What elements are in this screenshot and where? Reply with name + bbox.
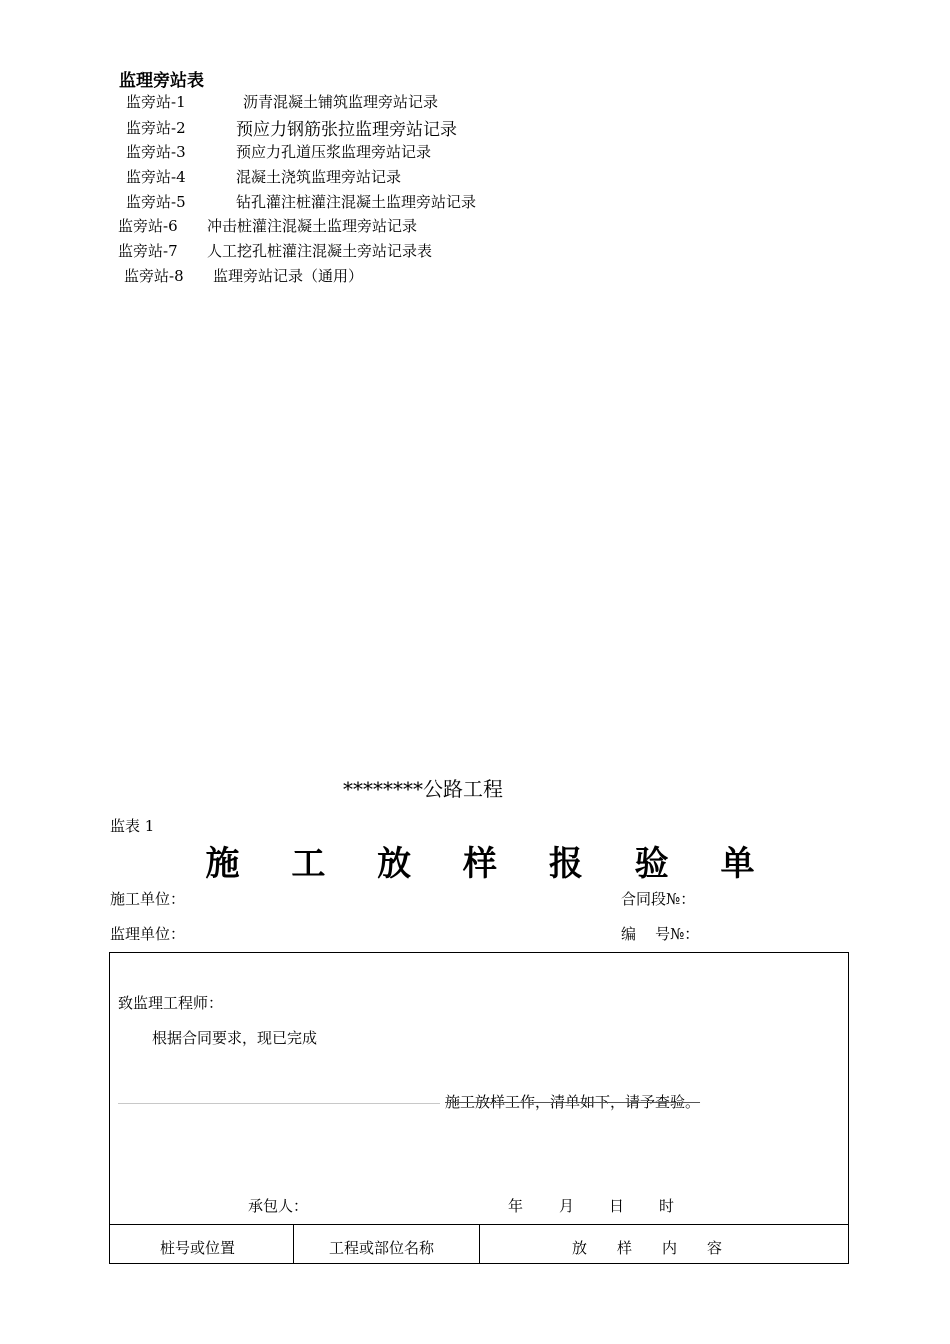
project-name: ********公路工程 bbox=[343, 777, 503, 801]
table-header-stake: 桩号或位置 bbox=[160, 1239, 236, 1257]
body-line-2: 施工放样工作，清单如下，请予查验。 bbox=[445, 1093, 701, 1111]
table-column-divider bbox=[479, 1224, 480, 1264]
table-header-part-name: 工程或部位名称 bbox=[329, 1239, 435, 1257]
date-month: 月 bbox=[559, 1197, 575, 1215]
toc-item-desc: 冲击桩灌注混凝土监理旁站记录 bbox=[207, 217, 418, 235]
contractor-label: 承包人： bbox=[248, 1197, 309, 1215]
toc-item-code: 监旁站-4 bbox=[126, 168, 186, 186]
toc-item-desc: 钻孔灌注桩灌注混凝土监理旁站记录 bbox=[236, 193, 477, 211]
toc-item-desc: 监理旁站记录（通用） bbox=[213, 267, 364, 285]
toc-item-desc: 预应力孔道压浆监理旁站记录 bbox=[236, 143, 432, 161]
date-year: 年 bbox=[508, 1197, 524, 1215]
toc-item-code: 监旁站-1 bbox=[126, 93, 186, 111]
addressee: 致监理工程师： bbox=[118, 994, 224, 1012]
table-header-layout-content: 放 样 内 容 bbox=[572, 1239, 723, 1257]
toc-item-code: 监旁站-5 bbox=[126, 193, 186, 211]
toc-item-desc: 人工挖孔桩灌注混凝土旁站记录表 bbox=[207, 242, 433, 260]
toc-item-desc: 混凝土浇筑监理旁站记录 bbox=[236, 168, 402, 186]
fill-in-blank[interactable] bbox=[118, 1103, 440, 1104]
toc-item-desc: 沥青混凝土铺筑监理旁站记录 bbox=[243, 93, 439, 111]
toc-item-code: 监旁站-2 bbox=[126, 119, 186, 137]
serial-number-label: 编 号№： bbox=[621, 925, 700, 943]
toc-item-desc: 预应力钢筋张拉监理旁站记录 bbox=[236, 120, 457, 140]
toc-item-code: 监旁站-7 bbox=[118, 242, 178, 260]
toc-title: 监理旁站表 bbox=[119, 71, 204, 91]
form-code: 监表 1 bbox=[110, 817, 155, 835]
table-column-divider bbox=[293, 1224, 294, 1264]
toc-item-code: 监旁站-6 bbox=[118, 217, 178, 235]
toc-item-code: 监旁站-8 bbox=[124, 267, 184, 285]
form-title: 施 工 放 样 报 验 单 bbox=[205, 844, 775, 884]
construction-unit-label: 施工单位： bbox=[110, 890, 186, 908]
body-line-1: 根据合同要求，现已完成 bbox=[152, 1029, 318, 1047]
date-day: 日 bbox=[609, 1197, 625, 1215]
supervision-unit-label: 监理单位： bbox=[110, 925, 186, 943]
contract-section-label: 合同段№： bbox=[621, 890, 696, 908]
toc-item-code: 监旁站-3 bbox=[126, 143, 186, 161]
date-hour: 时 bbox=[659, 1197, 675, 1215]
